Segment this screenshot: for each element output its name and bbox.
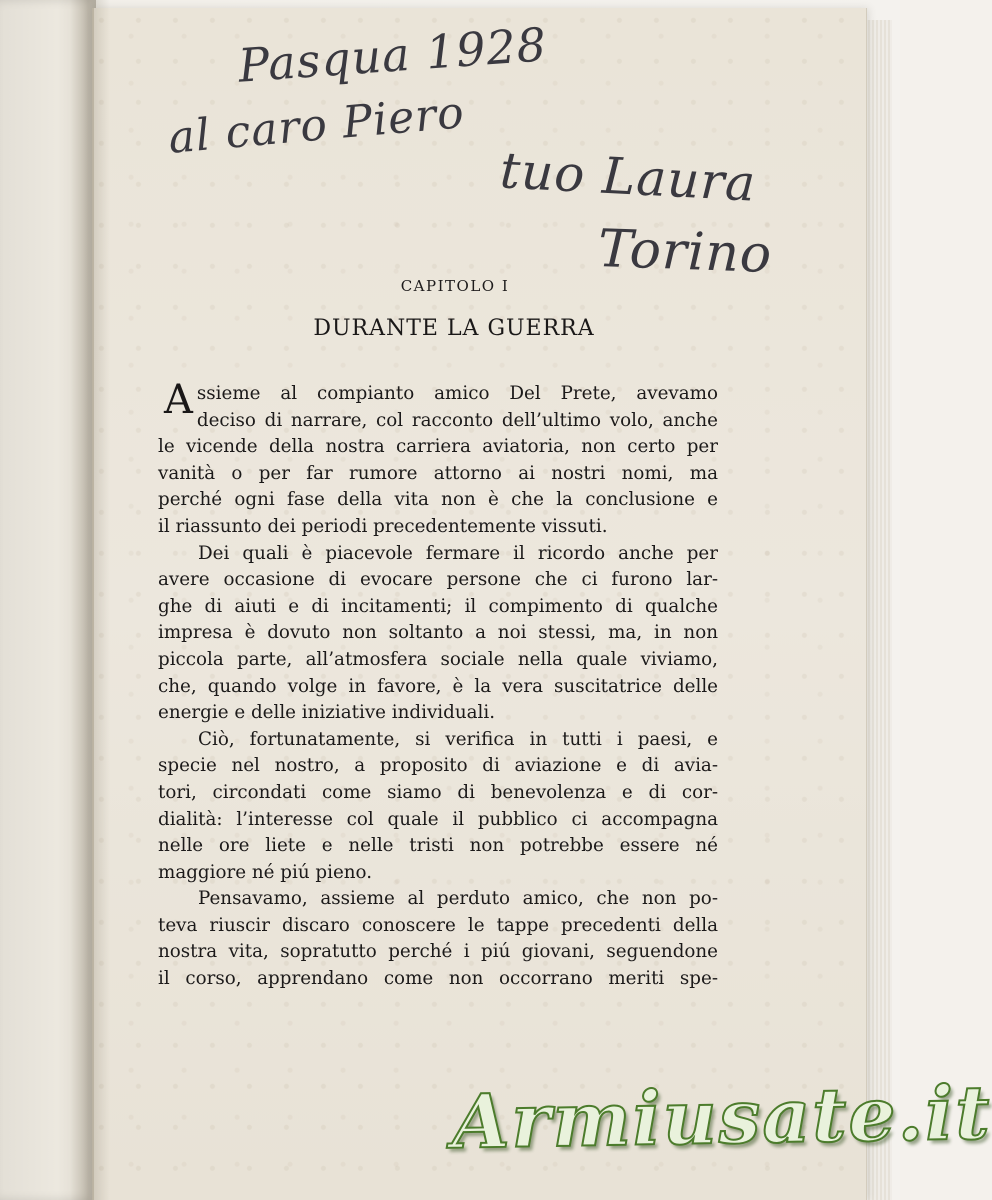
paragraph-2 xyxy=(158,541,718,727)
text-line: deciso di narrare, col racconto dell’ultimo volo, anche xyxy=(196,409,718,431)
text-line: il riassunto dei periodi precedentemente vissuti. xyxy=(158,515,608,537)
text-line: ghe di aiuti e di incitamenti; il compimento di qualche xyxy=(158,595,718,617)
text-line: dialità: l’interesse col quale il pubblico ci accompagna xyxy=(158,808,718,830)
inscription-line-4: Torino xyxy=(597,218,774,286)
inscription-line-2: al caro Piero xyxy=(166,87,467,164)
text-line: perché ogni fase della vita non è che la conclusione e xyxy=(158,489,718,511)
text-line: maggiore né piú pieno. xyxy=(158,861,373,883)
paragraph-1 xyxy=(158,377,718,541)
text-line: avere occasione di evocare persone che ci furono lar- xyxy=(158,569,718,591)
text-line: Ciò, fortunatamente, si verifica in tutti i paesi, e xyxy=(198,728,718,750)
text-line: nelle ore liete e nelle tristi non potrebbe essere né xyxy=(158,835,718,857)
paragraph-4 xyxy=(158,886,718,992)
text-line: vanità o per far rumore attorno ai nostri nomi, ma xyxy=(158,462,718,484)
text-line: le vicende della nostra carriera aviatoria, non certo per xyxy=(158,436,718,458)
text-line: ssieme al compianto amico Del Prete, avevamo xyxy=(196,383,718,404)
site-watermark-logo: Armiusate.it xyxy=(451,1070,992,1166)
text-line: nostra vita, sopratutto perché i piú giovani, seguendone xyxy=(158,941,718,963)
spine-shadow xyxy=(70,0,110,1200)
drop-cap: A xyxy=(164,377,193,423)
paragraph-3 xyxy=(158,727,718,887)
text-line: specie nel nostro, a proposito di aviazione e di avia- xyxy=(158,755,718,777)
text-line: Pensavamo, assieme al perduto amico, che non po- xyxy=(198,888,718,910)
inscription-line-3: tuo Laura xyxy=(498,141,758,213)
chapter-title: DURANTE LA GUERRA xyxy=(313,316,595,341)
text-line: piccola parte, all’atmosfera sociale nella quale viviamo, xyxy=(158,648,718,670)
text-line: Dei quali è piacevole fermare il ricordo anche per xyxy=(198,542,718,564)
text-line: impresa è dovuto non soltanto a noi stessi, ma, in non xyxy=(158,622,718,644)
chapter-label: CAPITOLO I xyxy=(400,277,510,295)
text-line: che, quando volge in favore, è la vera suscitatrice delle xyxy=(158,675,718,697)
text-line: tori, circondati come siamo di benevolenza e di cor- xyxy=(158,781,718,803)
chapter-body xyxy=(158,377,718,993)
text-line: teva riuscir discaro conoscere le tappe precedenti della xyxy=(158,914,718,936)
text-line: il corso, apprendano come non occorrano meriti spe- xyxy=(158,968,718,990)
text-line: energie e delle iniziative individuali. xyxy=(158,702,496,724)
inscription-line-1: Pasqua 1928 xyxy=(236,17,549,93)
